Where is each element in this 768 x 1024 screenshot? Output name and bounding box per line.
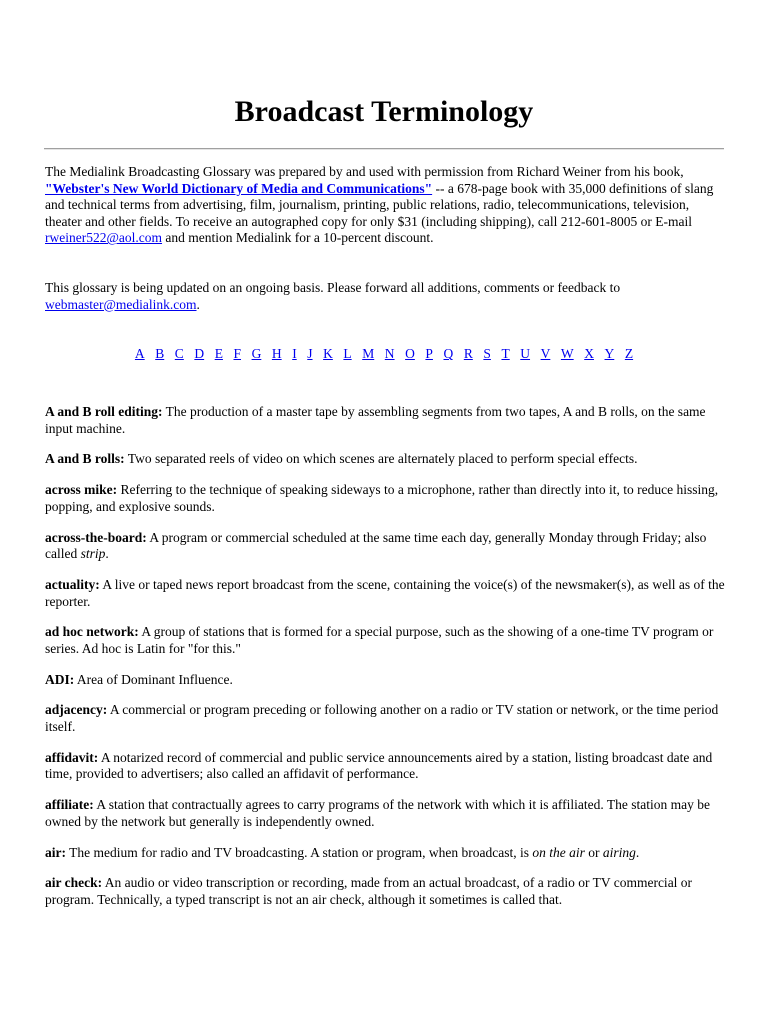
glossary-entry: [45, 577, 727, 610]
glossary-entry: [45, 702, 727, 735]
glossary-entry: [45, 845, 727, 862]
book-link[interactable]: "Webster's New World Dictionary of Media and Communications": [45, 180, 433, 196]
glossary-entry: [45, 750, 727, 783]
glossary-entry: [45, 875, 727, 908]
definition-text: .: [105, 546, 109, 562]
glossary-term: adjacency:: [45, 702, 108, 718]
glossary-term: A and B roll editing:: [45, 404, 163, 419]
alphabet-link-c[interactable]: C: [174, 346, 184, 361]
alphabet-index: [0, 345, 768, 362]
title-divider: [44, 148, 724, 150]
intro-text-3: and mention Medialink for a 10-percent discount.: [162, 230, 434, 246]
alphabet-link-y[interactable]: Y: [604, 346, 615, 361]
definition-text: A program or commercial scheduled at the same time each day, generally Monday through Friday; also called: [45, 529, 707, 562]
glossary-term: across-the-board:: [45, 529, 147, 545]
author-email-link[interactable]: rweiner522@aol.com: [45, 230, 163, 246]
glossary-entry: [45, 404, 727, 437]
definition-text: The production of a master tape by assembling segments from two tapes, A and B rolls, on the same input machine.: [45, 404, 706, 436]
glossary-term: A and B rolls:: [45, 451, 125, 467]
definition-text: A notarized record of commercial and public service announcements aired by a station, listing broadcast date and time, provided to advertisers; also called an affidavit of performance.: [45, 749, 713, 782]
alphabet-link-k[interactable]: K: [323, 346, 333, 361]
glossary-entry: [45, 451, 727, 468]
definition-emphasis: airing: [602, 844, 636, 860]
alphabet-link-h[interactable]: H: [271, 346, 282, 361]
glossary-term: air check:: [45, 875, 103, 891]
definition-text: The medium for radio and TV broadcasting. A station or program, when broadcast, is: [66, 844, 533, 860]
definition-text: Two separated reels of video on which scenes are alternately placed to perform special effects.: [124, 451, 638, 467]
webmaster-email-link[interactable]: webmaster@medialink.com: [45, 296, 197, 312]
update-note-suffix: .: [196, 296, 200, 312]
alphabet-link-a[interactable]: A: [134, 346, 145, 361]
glossary-term: air:: [45, 844, 66, 860]
glossary-term: ad hoc network:: [45, 624, 139, 640]
glossary-entry: [45, 482, 727, 515]
update-note-text: This glossary is being updated on an ongoing basis. Please forward all additions, comments or feedback to: [45, 280, 621, 295]
alphabet-link-o[interactable]: O: [405, 346, 415, 361]
intro-text-1: The Medialink Broadcasting Glossary was prepared by and used with permission from Richard Weiner from his book,: [45, 164, 684, 179]
page-title: Broadcast Terminology: [234, 95, 534, 128]
glossary-entry: [45, 624, 727, 657]
alphabet-link-p[interactable]: P: [425, 346, 433, 361]
alphabet-link-s[interactable]: S: [483, 346, 491, 361]
alphabet-link-t[interactable]: T: [501, 346, 510, 361]
alphabet-link-n[interactable]: N: [384, 346, 395, 361]
update-note-paragraph: [45, 280, 725, 313]
glossary-term: affiliate:: [45, 797, 94, 813]
glossary-entry: [45, 797, 727, 830]
alphabet-link-g[interactable]: G: [251, 346, 262, 361]
intro-text-2: -- a 678-page book with 35,000 definitions of slang and technical terms from advertising, film, journalism, printing, public relations, radio, telecommunications, television, theater and other fields. To receive an autographed copy for only $31 (including shipping), call 212-601-8005 or E-mail: [45, 180, 714, 229]
alphabet-link-i[interactable]: I: [292, 346, 297, 361]
alphabet-link-l[interactable]: L: [343, 346, 352, 361]
alphabet-link-f[interactable]: F: [233, 346, 242, 361]
definition-emphasis: on the air: [532, 844, 585, 860]
glossary-term: across mike:: [45, 482, 118, 498]
alphabet-link-x[interactable]: X: [584, 346, 594, 361]
intro-paragraph: [45, 164, 725, 247]
definition-text: .: [635, 844, 640, 860]
alphabet-link-v[interactable]: V: [540, 346, 551, 361]
definition-text: Area of Dominant Influence.: [74, 671, 233, 687]
definition-text: A commercial or program preceding or following another on a radio or TV station or network, or the time period itself.: [45, 702, 719, 735]
definition-text: or: [584, 844, 603, 860]
definition-text: A station that contractually agrees to carry programs of the network with which it is affiliated. The station may be owned by the network but generally is independently owned.: [45, 797, 710, 829]
definition-text: Referring to the technique of speaking sideways to a microphone, rather than directly into it, to reduce hissing, popping, and explosive sounds.: [45, 482, 719, 514]
alphabet-link-q[interactable]: Q: [443, 346, 454, 361]
glossary-entries: [45, 404, 727, 923]
definition-emphasis: strip: [80, 546, 106, 562]
alphabet-link-m[interactable]: M: [362, 346, 375, 361]
glossary-term: affidavit:: [45, 749, 99, 765]
glossary-entry: [45, 530, 727, 563]
glossary-term: ADI:: [45, 671, 75, 687]
alphabet-link-z[interactable]: Z: [624, 346, 634, 361]
definition-text: An audio or video transcription or recording, made from an actual broadcast, of a radio or TV commercial or program. Technically, a typed transcript is not an air check, although it sometimes is called that.: [45, 875, 693, 907]
glossary-entry: [45, 672, 727, 689]
glossary-term: actuality:: [45, 576, 100, 592]
alphabet-link-e[interactable]: E: [214, 346, 223, 361]
alphabet-link-j[interactable]: J: [307, 346, 313, 361]
definition-text: A group of stations that is formed for a special purpose, such as the showing of a one-time TV program or series. Ad hoc is Latin for "for this.": [45, 624, 714, 656]
definition-text: A live or taped news report broadcast from the scene, containing the voice(s) of the newsmaker(s), as well as of the reporter.: [45, 576, 725, 609]
alphabet-link-u[interactable]: U: [520, 346, 531, 361]
alphabet-link-d[interactable]: D: [194, 346, 205, 361]
alphabet-link-w[interactable]: W: [560, 346, 574, 361]
alphabet-link-b[interactable]: B: [155, 346, 165, 361]
alphabet-link-r[interactable]: R: [463, 346, 473, 361]
